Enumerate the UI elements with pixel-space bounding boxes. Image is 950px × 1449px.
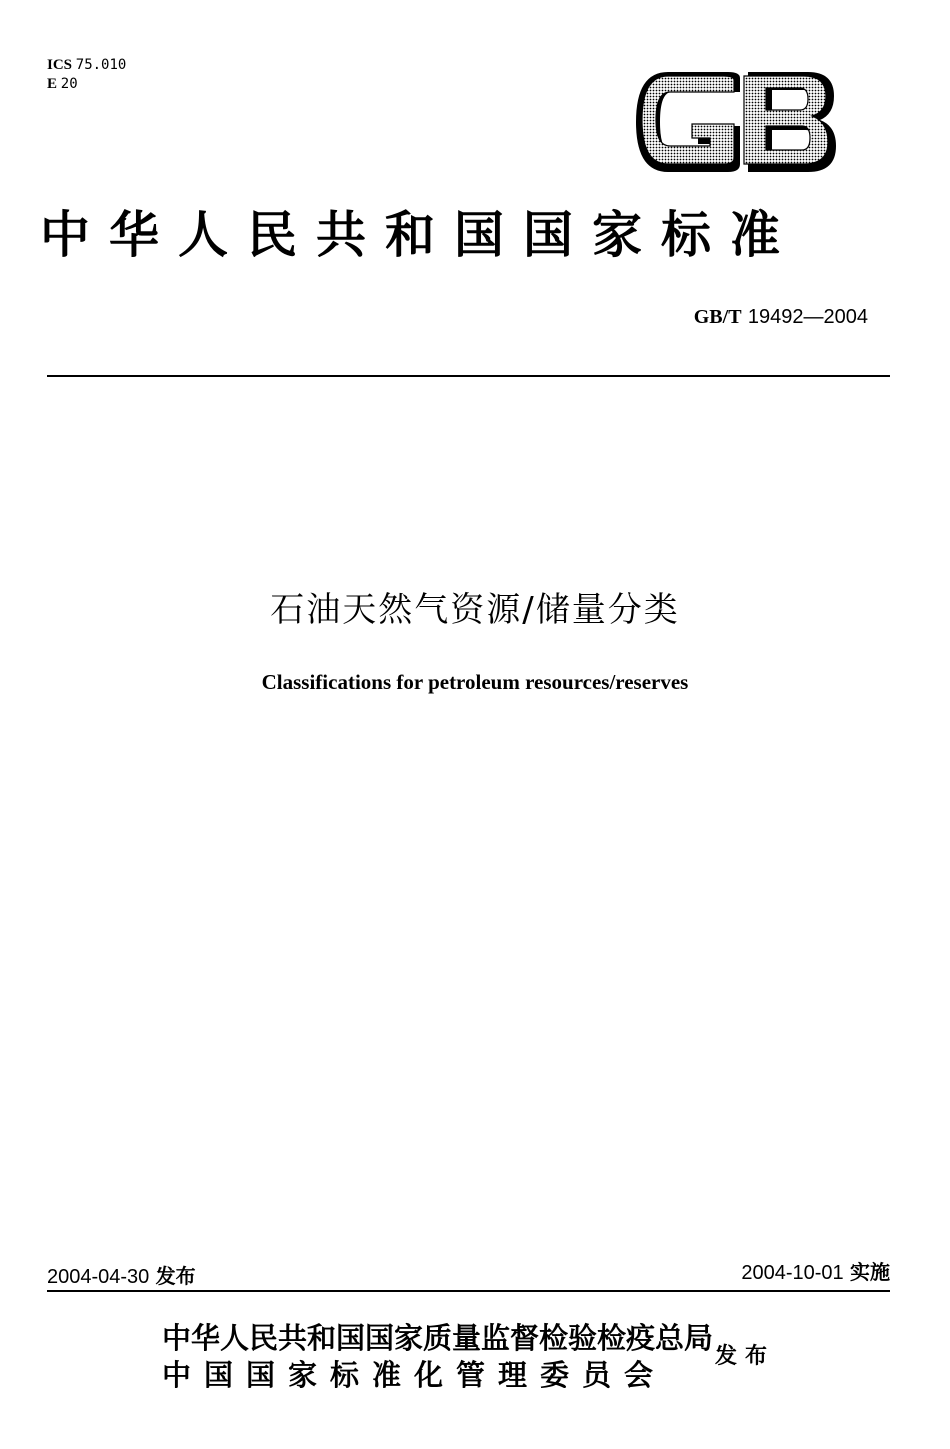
top-divider bbox=[47, 375, 890, 377]
bottom-divider bbox=[47, 1290, 890, 1292]
issue-date-value: 2004-04-30 bbox=[47, 1266, 150, 1288]
implementation-date-value: 2004-10-01 bbox=[741, 1262, 844, 1284]
implementation-date bbox=[741, 1256, 890, 1285]
category-code: 20 bbox=[60, 76, 78, 92]
standard-number bbox=[694, 304, 868, 329]
gb-logo-text: GB bbox=[628, 68, 630, 69]
national-standard-title: 中华人民共和国国家标准 bbox=[40, 206, 799, 264]
category-label: E bbox=[47, 76, 58, 92]
issue-date bbox=[47, 1260, 196, 1289]
standard-number-value: 19492—2004 bbox=[747, 306, 868, 328]
category-line bbox=[47, 75, 126, 94]
issuer-line-1: 中华人民共和国国家质量监督检验检疫总局 bbox=[162, 1321, 714, 1355]
publish-label: 发布 bbox=[715, 1344, 776, 1369]
ics-code: 75.010 bbox=[75, 57, 127, 73]
ics-line bbox=[47, 56, 126, 75]
ics-label: ICS bbox=[47, 57, 73, 73]
implementation-date-word: 实施 bbox=[850, 1260, 890, 1284]
standard-number-prefix: GB/T bbox=[693, 306, 742, 328]
ics-block bbox=[47, 56, 126, 94]
title-chinese: 石油天然气资源/储量分类 bbox=[270, 590, 680, 630]
issuer-line-2: 中国国家标准化管理委员会 bbox=[162, 1358, 667, 1392]
gb-logo bbox=[628, 68, 838, 176]
issue-date-word: 发布 bbox=[155, 1264, 196, 1288]
title-english: Classifications for petroleum resources/reserves bbox=[261, 670, 689, 694]
